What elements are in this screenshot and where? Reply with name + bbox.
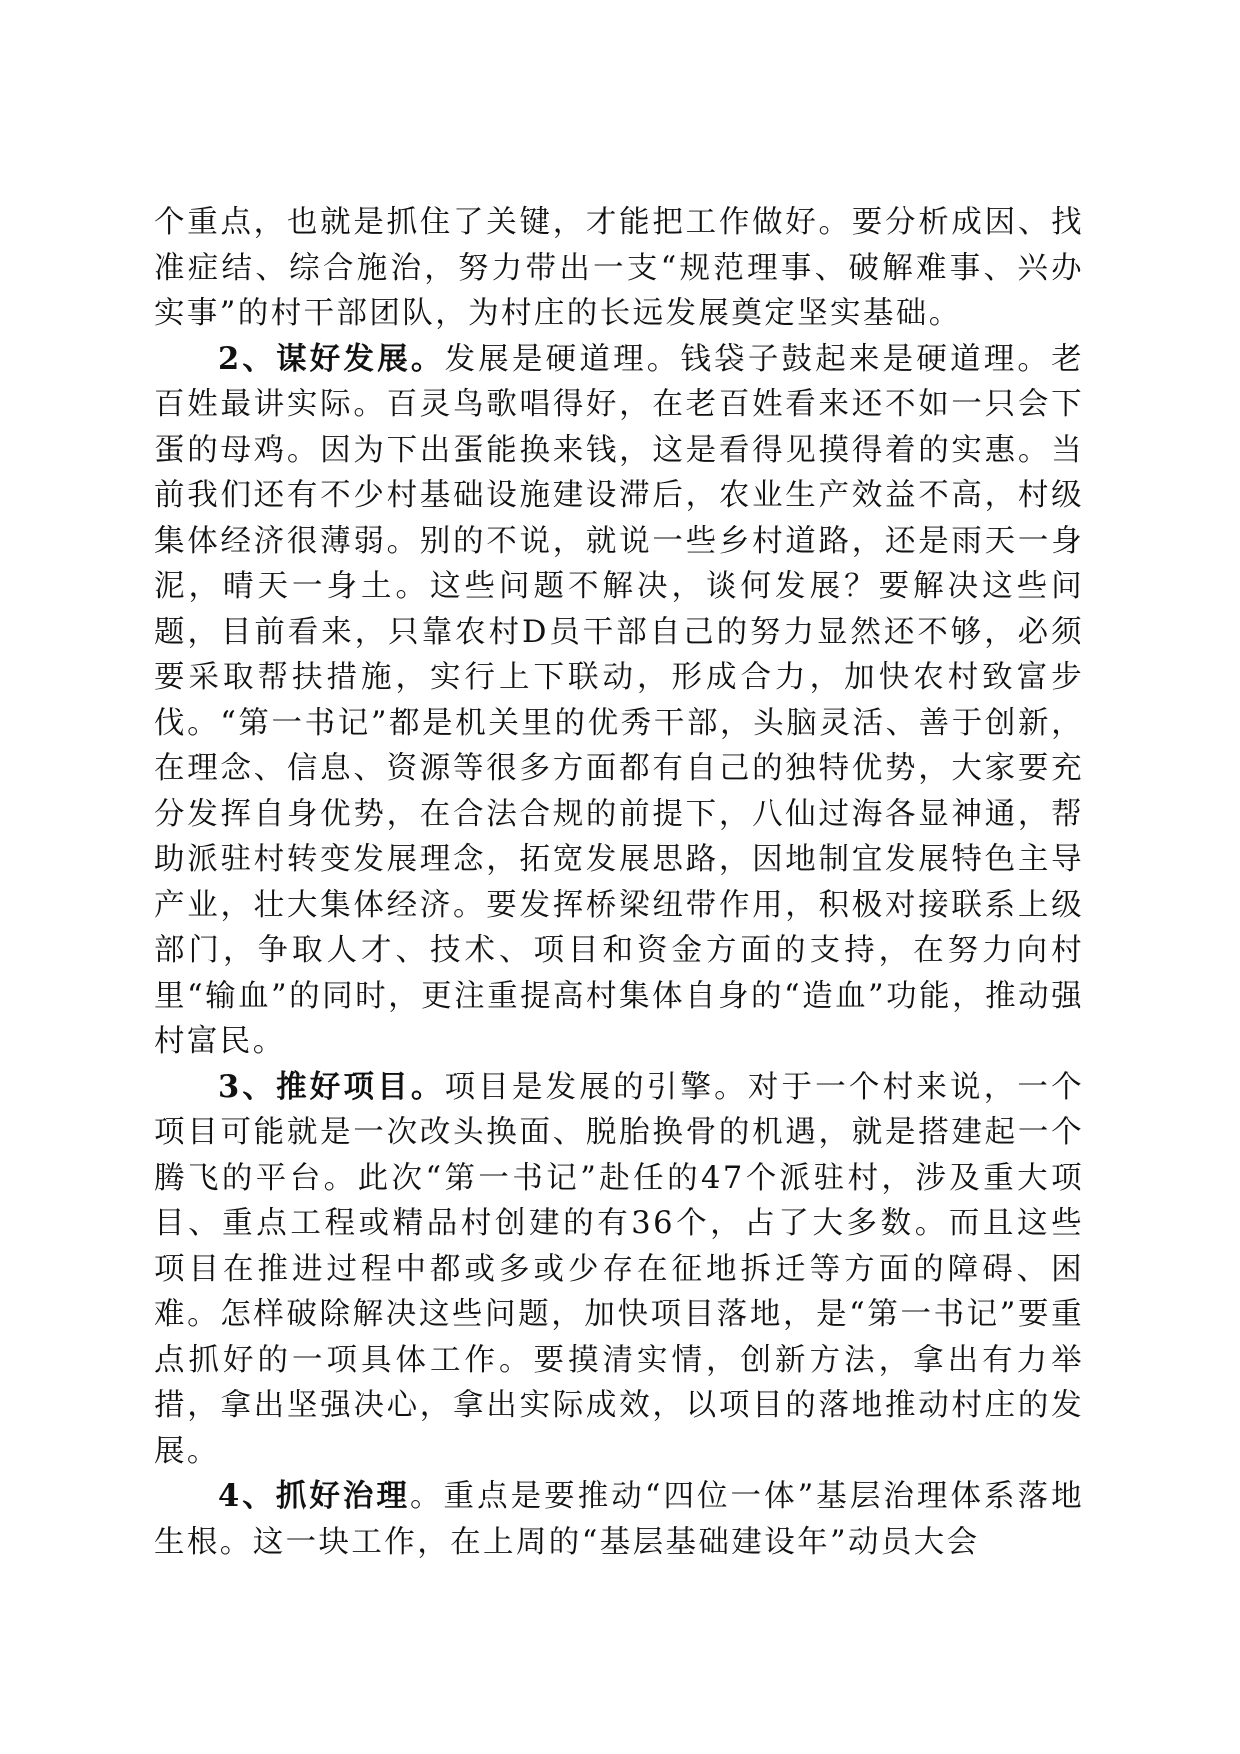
paragraph-projects (154, 1065, 1084, 1475)
section-heading-develop: 2、谋好发展。 (218, 340, 445, 377)
paragraph-governance (154, 1474, 1084, 1565)
paragraph-body: 项目是发展的引擎。对于一个村来说，一个项目可能就是一次改头换面、脱胎换骨的机遇，就是搭建起一个腾飞的平台。此次“第一书记”赴任的47个派驻村，涉及重大项目、重点工程或精品村创建的有36个，占了大多数。而且这些项目在推进过程中都或多或少存在征地拆迁等方面的障碍、困难。怎样破除解决这些问题，加快项目落地，是“第一书记”要重点抓好的一项具体工作。要摸清实情，创新方法，拿出有力举措，拿出坚强决心，拿出实际成效，以项目的落地推动村庄的发展。 (154, 1069, 1084, 1469)
paragraph-develop (154, 337, 1084, 1065)
section-heading-governance: 4、抓好治理 (218, 1478, 410, 1514)
paragraph-body: 发展是硬道理。钱袋子鼓起来是硬道理。老百姓最讲实际。百灵鸟歌唱得好，在老百姓看来还不如一只会下蛋的母鸡。因为下出蛋能换来钱，这是看得见摸得着的实惠。当前我们还有不少村基础设施建设滞后，农业生产效益不高，村级集体经济很薄弱。别的不说，就说一些乡村道路，还是雨天一身泥，晴天一身土。这些问题不解决，谈何发展？要解决这些问题，目前看来，只靠农村D员干部自己的努力显然还不够，必须要采取帮扶措施，实行上下联动，形成合力，加快农村致富步伐。“第一书记”都是机关里的优秀干部，头脑灵活、善于创新，在理念、信息、资源等很多方面都有自己的独特优势，大家要充分发挥自身优势，在合法合规的前提下，八仙过海各显神通，帮助派驻村转变发展理念，拓宽发展思路，因地制宜发展特色主导产业，壮大集体经济。要发挥桥梁纽带作用，积极对接联系上级部门，争取人才、技术、项目和资金方面的支持，在努力向村里“输血”的同时，更注重提高村集体自身的“造血”功能，推动强村富民。 (154, 341, 1084, 1059)
paragraph-continued (154, 200, 1084, 337)
paragraph-body: 。重点是要推动“四位一体”基层治理体系落地生根。这一块工作，在上周的“基层基础建设年”动员大会 (154, 1479, 1084, 1560)
section-heading-projects: 3、推好项目。 (218, 1068, 445, 1105)
document-body (154, 200, 1084, 1565)
paragraph-body: 个重点，也就是抓住了关键，才能把工作做好。要分析成因、找准症结、综合施治，努力带出一支“规范理事、破解难事、兴办实事”的村干部团队，为村庄的长远发展奠定坚实基础。 (154, 205, 1084, 331)
